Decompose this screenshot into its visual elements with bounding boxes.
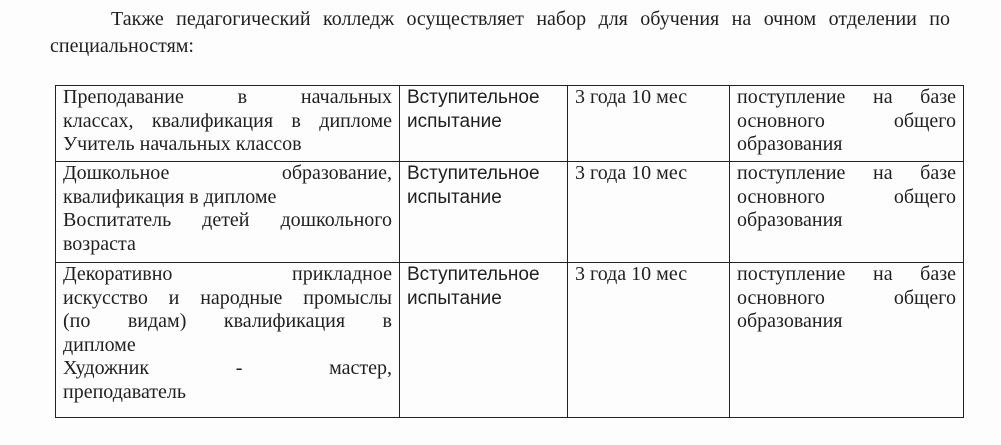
basis-line: поступление на базе [737, 263, 956, 285]
admission-cell: Вступительное испытание [400, 162, 568, 263]
specialty-cell [56, 263, 400, 418]
programs-table [55, 85, 964, 418]
specialty-line: Учитель начальных классов [63, 133, 302, 155]
intro-paragraph [50, 6, 950, 60]
basis-line: основного общего [737, 109, 956, 132]
basis-line: образования [737, 310, 843, 332]
basis-line: поступление на базе [737, 86, 956, 108]
basis-line: поступление на базе [737, 162, 956, 184]
basis-line: образования [737, 133, 843, 155]
intro-text: Также педагогический колледж осуществляет набор для обучения на очном отделении по специальностям: [50, 8, 950, 57]
specialty-line: Воспитатель детей дошкольного [63, 209, 392, 231]
duration-cell: 3 года 10 мес [568, 162, 730, 263]
specialty-line: искусство и народные промыслы [63, 286, 392, 309]
specialty-line: Художник - мастер, [63, 357, 392, 379]
specialty-cell [56, 86, 400, 162]
basis-line: основного общего [737, 185, 956, 208]
table-row [56, 162, 964, 263]
specialty-line: Дошкольное образование, [63, 162, 392, 184]
table-row [56, 263, 964, 418]
admission-cell: Вступительное испытание [400, 263, 568, 418]
admission-cell: Вступительное испытание [400, 86, 568, 162]
specialty-line: преподаватель [63, 380, 187, 403]
specialty-line: квалификация в дипломе [63, 185, 277, 208]
basis-cell [730, 86, 964, 162]
specialty-line: (по видам) квалификация в [63, 310, 392, 332]
specialty-line: дипломе [63, 333, 136, 356]
duration-cell: 3 года 10 мес [568, 86, 730, 162]
table-row [56, 86, 964, 162]
specialty-line: возраста [63, 232, 136, 255]
specialty-line: классах, квалификация в дипломе [63, 109, 392, 132]
specialty-line: Декоративно прикладное [63, 263, 392, 285]
basis-cell [730, 263, 964, 418]
specialty-cell [56, 162, 400, 263]
basis-cell [730, 162, 964, 263]
duration-cell: 3 года 10 мес [568, 263, 730, 418]
basis-line: образования [737, 209, 843, 231]
specialty-line: Преподавание в начальных [63, 86, 392, 108]
basis-line: основного общего [737, 286, 956, 309]
